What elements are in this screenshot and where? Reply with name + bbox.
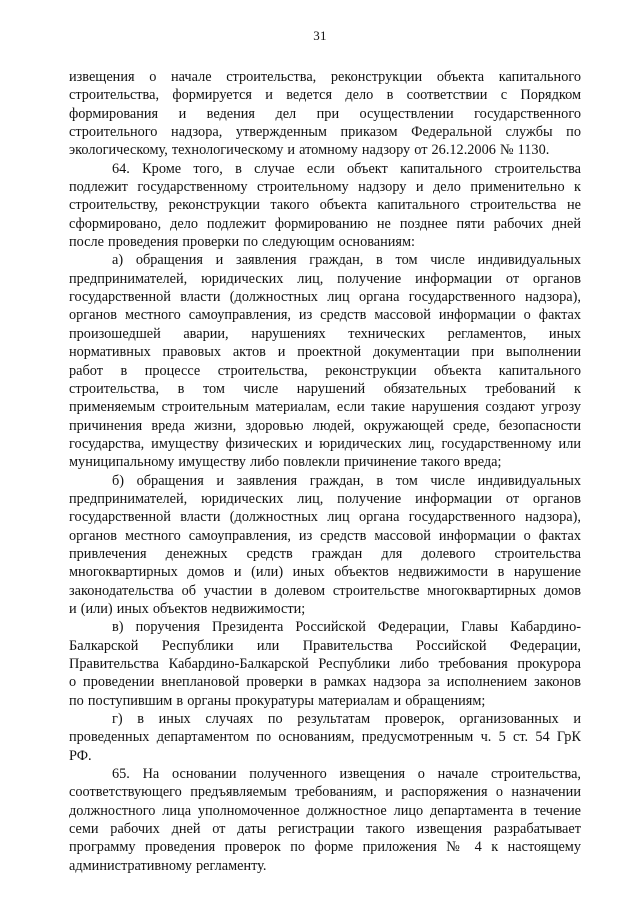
text-line: предпринимателей, юридических лиц, получение информации от органов xyxy=(69,270,581,287)
text-line: органов местного самоуправления, из средств массовой информации о фактах xyxy=(69,527,581,544)
text-line: муниципальному имуществу либо повлекли причинение такого вреда; xyxy=(69,454,502,471)
text-line: строительного надзора, утвержденным приказом Федеральной службы по xyxy=(69,124,581,141)
text-line: органов местного самоуправления, из средств массовой информации о фактах xyxy=(69,307,581,324)
text-line: государственной власти (должностных лиц органа государственного надзора), xyxy=(69,289,581,306)
text-line: программу проведения проверок по форме приложения № 4 к настоящему xyxy=(69,839,581,856)
text-line: государства, имуществу физических и юридических лиц, государственному или xyxy=(69,435,581,452)
text-line: в) поручения Президента Российской Федерации, Главы Кабардино- xyxy=(112,619,581,636)
text-line: извещения о начале строительства, реконструкции объекта капитального xyxy=(69,69,581,85)
text-line: произошедшей аварии, нарушениях технических регламентов, иных xyxy=(69,325,581,342)
text-line: Правительства Кабардино-Балкарской Республики либо требования прокурора xyxy=(69,656,581,672)
text-line: административному регламенту. xyxy=(69,857,267,874)
text-line: многоквартирных домов и (или) иных объектов недвижимости в нарушение xyxy=(69,564,581,581)
text-line: должностного лица уполномоченное должностное лицо департамента в течение xyxy=(69,802,581,819)
text-line: привлечения денежных средств граждан для долевого строительства xyxy=(69,545,581,562)
document-body xyxy=(69,68,581,875)
text-line: применяемым строительным материалам, если такие нарушения создают угрозу xyxy=(69,399,581,416)
text-line: а) обращения и заявления граждан, в том числе индивидуальных xyxy=(112,252,581,269)
text-line: строительства, формируется и ведется дело в соответствии с Порядком xyxy=(69,87,581,104)
text-line: б) обращения и заявления граждан, в том числе индивидуальных xyxy=(112,472,581,489)
text-line: 65. На основании полученного извещения о начале строительства, xyxy=(112,766,581,783)
text-line: РФ. xyxy=(69,747,92,764)
text-line: подлежит государственному строительному надзору и дело применительно к xyxy=(69,179,581,196)
text-line: и (или) иных объектов недвижимости; xyxy=(69,600,306,617)
paragraph-g xyxy=(69,710,581,765)
paragraph-64 xyxy=(69,160,581,252)
page-number: 31 xyxy=(313,28,327,43)
text-line: Балкарской Республики или Правительства Российской Федерации, xyxy=(69,637,581,654)
text-line: нормативных правовых актов и проектной документации при выполнении xyxy=(69,344,581,361)
paragraph-v xyxy=(69,618,581,710)
text-line: законодательства об участии в долевом строительстве многоквартирных домов xyxy=(69,582,581,599)
text-line: причинения вреда жизни, здоровью людей, окружающей среде, безопасности xyxy=(69,417,581,434)
text-line: проведенных департаментом по основаниям, предусмотренным ч. 5 ст. 54 ГрК xyxy=(69,729,581,746)
text-line: по поступившим в органы прокуратуры материалам и обращениям; xyxy=(69,692,486,709)
text-line: 64. Кроме того, в случае если объект капитального строительства xyxy=(112,160,581,177)
text-line: строительству, реконструкции такого объекта капитального строительства не xyxy=(69,197,581,214)
paragraph-b xyxy=(69,472,581,619)
text-line: сформировано, дело подлежит формированию не позднее пяти рабочих дней xyxy=(69,215,581,232)
text-line: формирования и ведения дел при осуществлении государственного xyxy=(69,105,581,122)
paragraph-continuation xyxy=(69,68,581,160)
text-line: предпринимателей, юридических лиц, получение информации от органов xyxy=(69,490,581,507)
text-line: семи рабочих дней от даты регистрации такого извещения разрабатывает xyxy=(69,821,581,838)
paragraph-65 xyxy=(69,765,581,875)
text-line: государственной власти (должностных лиц органа государственного надзора), xyxy=(69,509,581,526)
text-line: экологическому, технологическому и атомному надзору от 26.12.2006 № 1130. xyxy=(69,142,550,159)
text-line: соответствующего предъявляемым требованиям, и распоряжения о назначении xyxy=(69,784,581,801)
paragraph-a xyxy=(69,251,581,471)
text-line: работ в процессе строительства, реконструкции объекта капитального xyxy=(69,362,581,379)
text-line: о проведении внеплановой проверки в рамках надзора за исполнением законов xyxy=(69,674,581,691)
text-line: г) в иных случаях по результатам проверок, организованных и xyxy=(112,711,581,728)
text-line: строительства, в том числе нарушений обязательных требований к xyxy=(69,380,581,397)
text-line: после проведения проверки по следующим основаниям: xyxy=(69,234,416,251)
